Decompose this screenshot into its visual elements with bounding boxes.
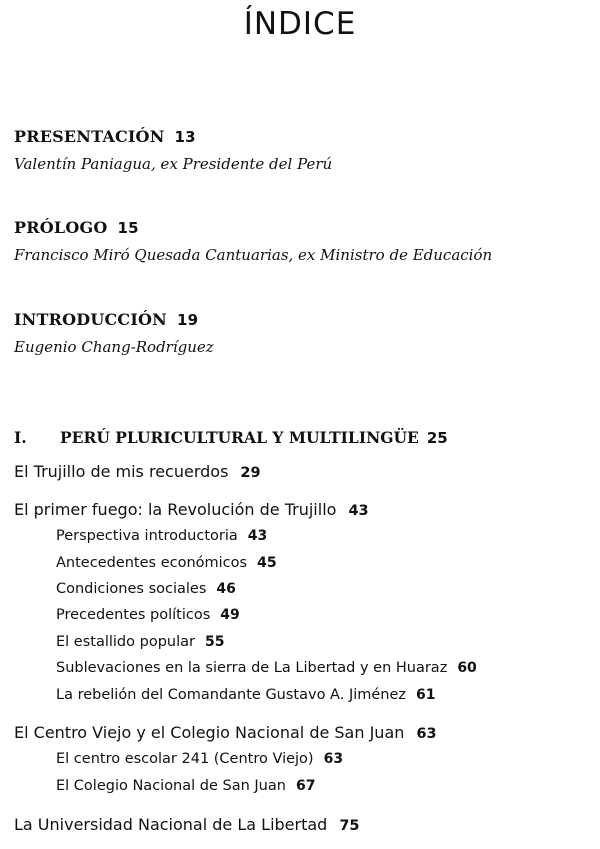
section-title: Condiciones sociales: [56, 581, 207, 597]
page-number: 25: [426, 429, 448, 447]
toc-section[interactable]: [56, 634, 224, 650]
section-title: El centro escolar 241 (Centro Viejo): [56, 751, 314, 767]
toc-chapter[interactable]: [14, 462, 261, 481]
page-number: 45: [257, 555, 277, 571]
toc-section[interactable]: [56, 528, 267, 544]
toc-chapter[interactable]: [14, 815, 360, 834]
entry-author: Valentín Paniagua, ex Presidente del Perú: [14, 155, 333, 173]
section-title: Perspectiva introductoria: [56, 528, 238, 544]
toc-entry-presentacion[interactable]: [14, 127, 196, 146]
part-title: PERÚ PLURICULTURAL Y MULTILINGÜE: [60, 428, 419, 447]
page-number: 61: [416, 687, 436, 703]
toc-section[interactable]: [56, 660, 477, 676]
page-number: 55: [204, 634, 225, 650]
toc-chapter[interactable]: [14, 723, 437, 742]
page-number: 29: [240, 465, 261, 481]
section-title: El estallido popular: [56, 634, 195, 650]
page-number: 43: [348, 503, 369, 519]
page-number: 15: [117, 219, 139, 237]
section-title: Antecedentes económicos: [56, 555, 248, 571]
page-number: 75: [339, 818, 360, 834]
page-number: 60: [457, 660, 477, 676]
section-title: El Colegio Nacional de San Juan: [56, 778, 286, 794]
page-number: 63: [416, 726, 437, 742]
toc-chapter[interactable]: [14, 500, 369, 519]
entry-author: Eugenio Chang-Rodríguez: [14, 338, 214, 356]
toc-section[interactable]: [56, 581, 236, 597]
section-title: La rebelión del Comandante Gustavo A. Jiménez: [56, 687, 407, 703]
page-number: 19: [177, 311, 199, 329]
toc-part-1[interactable]: [14, 428, 448, 447]
section-title: Sublevaciones en la sierra de La Libertad y en Huaraz: [56, 660, 448, 676]
toc-section[interactable]: [56, 751, 343, 767]
page-number: 46: [216, 581, 236, 597]
page-number: 43: [247, 528, 268, 544]
chapter-title: El primer fuego: la Revolución de Trujillo: [14, 500, 337, 519]
chapter-title: El Centro Viejo y el Colegio Nacional de San Juan: [14, 723, 405, 742]
section-title: Precedentes políticos: [56, 607, 211, 623]
toc-section[interactable]: [56, 607, 240, 623]
entry-author: Francisco Miró Quesada Cantuarias, ex Ministro de Educación: [14, 246, 493, 264]
toc-entry-prologo[interactable]: [14, 218, 139, 237]
page-number: 49: [220, 607, 240, 623]
page-number: 67: [295, 778, 316, 794]
entry-label: INTRODUCCIÓN: [14, 310, 167, 329]
entry-label: PRESENTACIÓN: [14, 127, 165, 146]
page-title: ÍNDICE: [243, 6, 357, 42]
page-number: 63: [323, 751, 344, 767]
toc-section[interactable]: [56, 687, 436, 703]
chapter-title: La Universidad Nacional de La Libertad: [14, 815, 328, 834]
page-number: 13: [174, 128, 196, 146]
entry-label: PRÓLOGO: [14, 218, 108, 237]
toc-entry-introduccion[interactable]: [14, 310, 198, 329]
part-numeral: I.: [14, 428, 27, 447]
chapter-title: El Trujillo de mis recuerdos: [14, 462, 229, 481]
toc-section[interactable]: [56, 778, 315, 794]
toc-section[interactable]: [56, 555, 277, 571]
